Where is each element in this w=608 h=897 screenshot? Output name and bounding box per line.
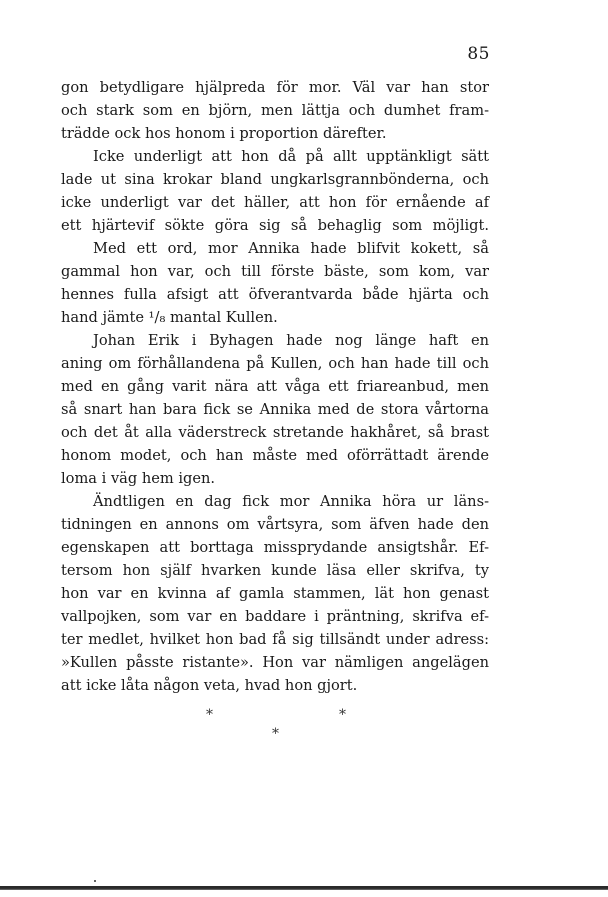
text-line: Ändtligen en dag fick mor Annika höra ur läns-: [93, 493, 489, 510]
text-line: Med ett ord, mor Annika hade blifvit kokett, så: [93, 240, 489, 257]
asterisk-ornament: *: [272, 726, 279, 742]
text-line: ett hjärtevif sökte göra sig så behaglig som möjligt.: [61, 217, 489, 234]
asterisk-ornament: *: [206, 707, 213, 723]
asterisk-ornament: *: [339, 707, 346, 723]
text-line: lade ut sina krokar bland ungkarlsgrannbönderna, och: [61, 171, 489, 188]
text-line: ter medlet, hvilket hon bad få sig tillsändt under adress:: [61, 631, 489, 648]
text-line: icke underligt var det häller, att hon för ernående af: [61, 194, 489, 211]
text-line: och stark som en björn, men lättja och dumhet fram-: [61, 102, 489, 119]
text-line: att icke låta någon veta, hvad hon gjort.: [61, 677, 358, 694]
paragraph: [61, 145, 489, 237]
text-line: aning om förhållandena på Kullen, och han hade till och: [61, 355, 489, 372]
text-line: hon var en kvinna af gamla stammen, lät hon genast: [61, 585, 489, 602]
paragraph: [61, 490, 489, 697]
text-line: gon betydligare hjälpreda för mor. Väl var han stor: [61, 79, 489, 96]
text-line: »Kullen påsste ristante». Hon var nämligen angelägen: [61, 654, 489, 671]
text-line: loma i väg hem igen.: [61, 470, 216, 487]
paragraph: [61, 76, 489, 145]
text-line: tersom hon själf hvarken kunde läsa eller skrifva, ty: [61, 562, 489, 579]
text-line: egenskapen att borttaga missprydande ansigtshår. Ef-: [61, 539, 489, 556]
text-line: hennes fulla afsigt att öfverantvarda både hjärta och: [61, 286, 489, 303]
text-line: tidningen en annons om vårtsyra, som äfven hade den: [61, 516, 489, 533]
page-number: 85: [467, 44, 490, 64]
text-line: hand jämte ¹/₈ mantal Kullen.: [61, 309, 278, 326]
body-text: [61, 76, 489, 697]
print-speck: [94, 880, 96, 882]
text-line: Icke underligt att hon då på allt upptänkligt sätt: [93, 148, 489, 165]
text-line: honom modet, och han måste med oförrättadt ärende: [61, 447, 489, 464]
text-line: trädde ock hos honom i proportion därefter.: [61, 125, 387, 142]
text-line: så snart han bara fick se Annika med de stora vårtorna: [61, 401, 489, 418]
text-line: med en gång varit nära att våga ett friareanbud, men: [61, 378, 489, 395]
paragraph: [61, 329, 489, 490]
paragraph: [61, 237, 489, 329]
text-line: Johan Erik i Byhagen hade nog länge haft en: [93, 332, 489, 349]
page-bottom-edge: [0, 886, 608, 890]
text-line: vallpojken, som var en baddare i präntning, skrifva ef-: [61, 608, 489, 625]
text-line: och det åt alla väderstreck stretande hakhåret, så brast: [61, 424, 489, 441]
text-line: gammal hon var, och till förste bäste, som kom, var: [61, 263, 489, 280]
